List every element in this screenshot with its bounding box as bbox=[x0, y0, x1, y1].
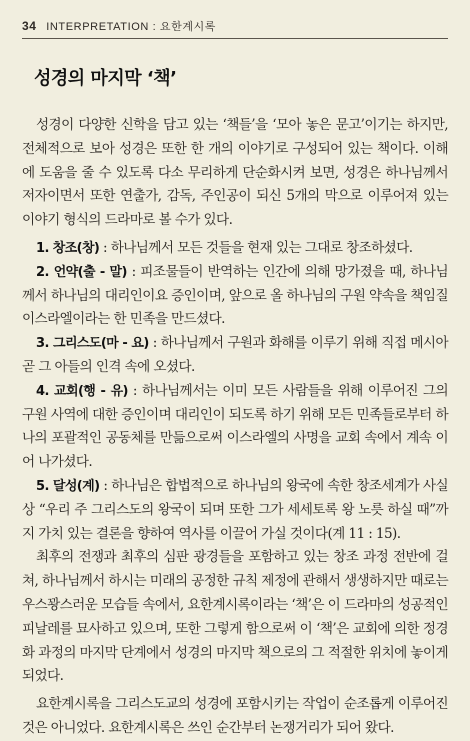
list-item-text: : 하나님은 합법적으로 하나님의 왕국에 속한 창조세계가 사실상 “우리 주 그리스도의 왕국이 되며 또한 그가 세세토록 왕 노릇 하실 때”까지 가치 있는 결론을 향하여 역사를 이끌어 가실 것이다(계 11 : 15). bbox=[22, 477, 448, 542]
list-item-heading: 4. 교회(행 - 유) bbox=[36, 383, 128, 399]
list-item-text: : 하나님께서 구원과 화해를 이루기 위해 직접 메시아 곧 그 아들의 인격 속에 오셨다. bbox=[22, 335, 448, 375]
list-item-christ bbox=[22, 332, 448, 380]
header-rule bbox=[22, 38, 448, 39]
list-item-heading: 5. 달성(계) bbox=[36, 478, 100, 494]
list-item-consummation bbox=[22, 475, 448, 546]
list-item-text: : 피조물들이 반역하는 인간에 의해 망가졌을 때, 하나님께서 하나님의 대리인이요 증인이며, 앞으로 올 하나님의 구원 약속을 책임질 이스라엘이라는 한 민족을 만드셨다. bbox=[22, 263, 448, 328]
running-header bbox=[22, 18, 448, 34]
intro-paragraph: 성경이 다양한 신학을 담고 있는 ‘책들’을 ‘모아 놓은 문고’이기는 하지만, 전체적으로 보아 성경은 또한 한 개의 이야기로 구성되어 있는 책이다. 이해에 도움을 줄 수 있도록 다소 무리하게 단순화시켜 보면, 성경은 하나님께서 저자이면서 또한 연출가, 감독, 주인공이 되신 5개의 막으로 이루어져 있는 이야기 형식의 드라마로 볼 수가 있다. bbox=[22, 117, 448, 229]
page-number: 34 bbox=[22, 19, 37, 33]
body-text bbox=[22, 114, 448, 741]
running-title: INTERPRETATION : 요한계시록 bbox=[46, 21, 217, 33]
list-item-heading: 3. 그리스도(마 - 요) bbox=[36, 336, 149, 352]
paragraph-3: 요한계시록을 그리스도교의 성경에 포함시키는 작업이 순조롭게 이루어진 것은 아니었다. 요한계시록은 쓰인 순간부터 논쟁거리가 되어 왔다. bbox=[22, 696, 448, 736]
list-item-creation bbox=[22, 237, 448, 261]
list-item-covenant bbox=[22, 261, 448, 332]
list-item-text: : 하나님께서는 이미 모든 사람들을 위해 이루어진 그의 구원 사역에 대한 증인이며 대리인이 되도록 하기 위해 모든 민족들로부터 하나의 포괄적인 공동체를 만듦으로써 이스라엘의 사명을 교회 속에서 계속 이어 나가셨다. bbox=[22, 382, 448, 471]
paragraph-2: 최후의 전쟁과 최후의 심판 광경들을 포함하고 있는 창조 과정 전반에 걸쳐, 하나님께서 하시는 미래의 공정한 규칙 제정에 관해서 생생하지만 때로는 우스꽝스러운 모습들 속에서, 요한계시록이라는 ‘책’은 이 드라마의 성공적인 피날레를 묘사하고 있으며, 또한 그렇게 함으로써 이 ‘책’은 교회에 의한 정경화 과정의 마지막 단계에서 성경의 마지막 책으로의 그 적절한 위치에 놓이게 되었다. bbox=[22, 549, 448, 685]
list-item-heading: 1. 창조(창) bbox=[36, 240, 100, 256]
section-title: 성경의 마지막 ‘책’ bbox=[34, 68, 177, 89]
list-item-heading: 2. 언약(출 - 말) bbox=[36, 264, 127, 280]
list-item-text: : 하나님께서 모든 것들을 현재 있는 그대로 창조하셨다. bbox=[99, 239, 413, 256]
list-item-church bbox=[22, 380, 448, 475]
